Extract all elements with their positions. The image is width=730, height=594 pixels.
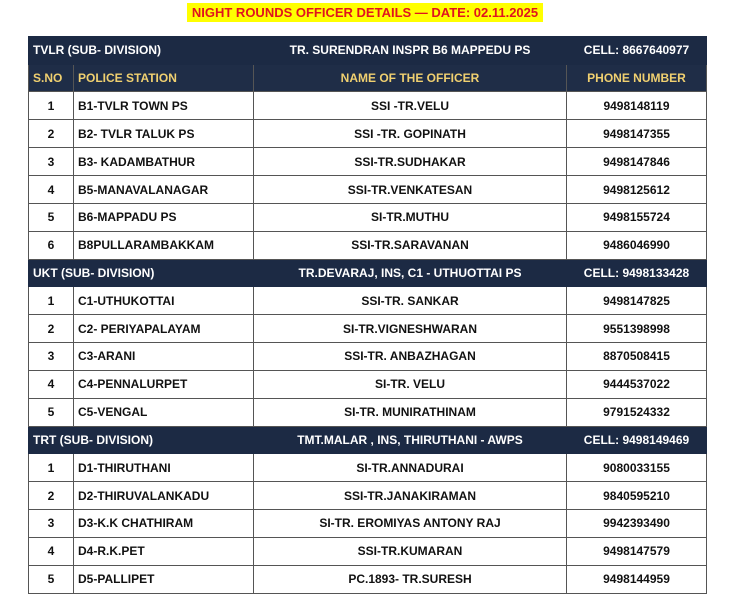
row-sno: 4 [29,537,74,565]
row-phone: 9486046990 [567,231,707,259]
division-incharge: TR. SURENDRAN INSPR B6 MAPPEDU PS [254,37,567,65]
row-station: C2- PERIYAPALAYAM [74,315,254,343]
page-title: NIGHT ROUNDS OFFICER DETAILS — DATE: 02.11.2025 [187,3,543,22]
row-phone: 9498147579 [567,537,707,565]
row-station: D1-THIRUTHANI [74,454,254,482]
row-officer: SI-TR. VELU [254,370,567,398]
row-station: B6-MAPPADU PS [74,203,254,231]
column-header-officer: NAME OF THE OFFICER [254,64,567,92]
row-station: C5-VENGAL [74,398,254,426]
row-officer: SSI-TR.SUDHAKAR [254,148,567,176]
row-officer: SSI-TR.VENKATESAN [254,176,567,204]
row-phone: 9498148119 [567,92,707,120]
row-sno: 5 [29,565,74,593]
row-officer: SI-TR.VIGNESHWARAN [254,315,567,343]
row-sno: 3 [29,343,74,371]
row-phone: 9498147825 [567,287,707,315]
table-row [29,287,707,315]
table-row [29,398,707,426]
row-station: C3-ARANI [74,343,254,371]
officer-table-body [29,37,707,594]
row-phone: 9498144959 [567,565,707,593]
column-header-sno: S.NO [29,64,74,92]
table-row [29,509,707,537]
division-cell: CELL: 9498149469 [567,426,707,454]
row-phone: 9498147355 [567,120,707,148]
row-officer: SSI-TR. SANKAR [254,287,567,315]
row-station: D3-K.K CHATHIRAM [74,509,254,537]
row-phone: 8870508415 [567,343,707,371]
row-phone: 9791524332 [567,398,707,426]
division-cell: CELL: 9498133428 [567,259,707,287]
row-station: D2-THIRUVALANKADU [74,482,254,510]
row-officer: PC.1893- TR.SURESH [254,565,567,593]
row-officer: SSI-TR. ANBAZHAGAN [254,343,567,371]
table-row [29,537,707,565]
row-station: B2- TVLR TALUK PS [74,120,254,148]
column-header-row [29,64,707,92]
table-row [29,92,707,120]
row-phone: 9942393490 [567,509,707,537]
division-header [29,259,707,287]
row-station: C1-UTHUKOTTAI [74,287,254,315]
row-sno: 6 [29,231,74,259]
title-wrap [0,3,730,22]
row-phone: 9498155724 [567,203,707,231]
row-phone: 9444537022 [567,370,707,398]
column-header-phone: PHONE NUMBER [567,64,707,92]
table-row [29,203,707,231]
table-row [29,148,707,176]
row-sno: 1 [29,454,74,482]
division-incharge: TMT.MALAR , INS, THIRUTHANI - AWPS [254,426,567,454]
row-station: D4-R.K.PET [74,537,254,565]
row-officer: SSI-TR.JANAKIRAMAN [254,482,567,510]
row-station: C4-PENNALURPET [74,370,254,398]
row-station: B1-TVLR TOWN PS [74,92,254,120]
row-sno: 4 [29,176,74,204]
division-incharge: TR.DEVARAJ, INS, C1 - UTHUOTTAI PS [254,259,567,287]
row-officer: SSI-TR.KUMARAN [254,537,567,565]
division-name: TRT (SUB- DIVISION) [29,426,254,454]
row-station: B3- KADAMBATHUR [74,148,254,176]
column-header-station: POLICE STATION [74,64,254,92]
row-sno: 5 [29,203,74,231]
row-sno: 2 [29,315,74,343]
officer-table [28,36,707,594]
row-sno: 5 [29,398,74,426]
table-row [29,370,707,398]
row-officer: SI-TR.ANNADURAI [254,454,567,482]
row-sno: 2 [29,482,74,510]
table-row [29,482,707,510]
row-phone: 9551398998 [567,315,707,343]
row-officer: SI-TR.MUTHU [254,203,567,231]
row-officer: SI-TR. EROMIYAS ANTONY RAJ [254,509,567,537]
row-sno: 3 [29,509,74,537]
row-phone: 9498147846 [567,148,707,176]
row-phone: 9080033155 [567,454,707,482]
division-name: TVLR (SUB- DIVISION) [29,37,254,65]
row-sno: 2 [29,120,74,148]
division-cell: CELL: 8667640977 [567,37,707,65]
division-name: UKT (SUB- DIVISION) [29,259,254,287]
row-phone: 9498125612 [567,176,707,204]
table-row [29,343,707,371]
row-officer: SSI -TR.VELU [254,92,567,120]
row-officer: SI-TR. MUNIRATHINAM [254,398,567,426]
table-row [29,120,707,148]
row-station: B5-MANAVALANAGAR [74,176,254,204]
row-officer: SSI-TR.SARAVANAN [254,231,567,259]
table-row [29,565,707,593]
table-row [29,231,707,259]
row-sno: 1 [29,287,74,315]
table-row [29,176,707,204]
row-phone: 9840595210 [567,482,707,510]
division-header [29,37,707,65]
table-row [29,454,707,482]
division-header [29,426,707,454]
row-sno: 3 [29,148,74,176]
row-sno: 4 [29,370,74,398]
row-station: B8PULLARAMBAKKAM [74,231,254,259]
row-sno: 1 [29,92,74,120]
row-station: D5-PALLIPET [74,565,254,593]
row-officer: SSI -TR. GOPINATH [254,120,567,148]
table-row [29,315,707,343]
